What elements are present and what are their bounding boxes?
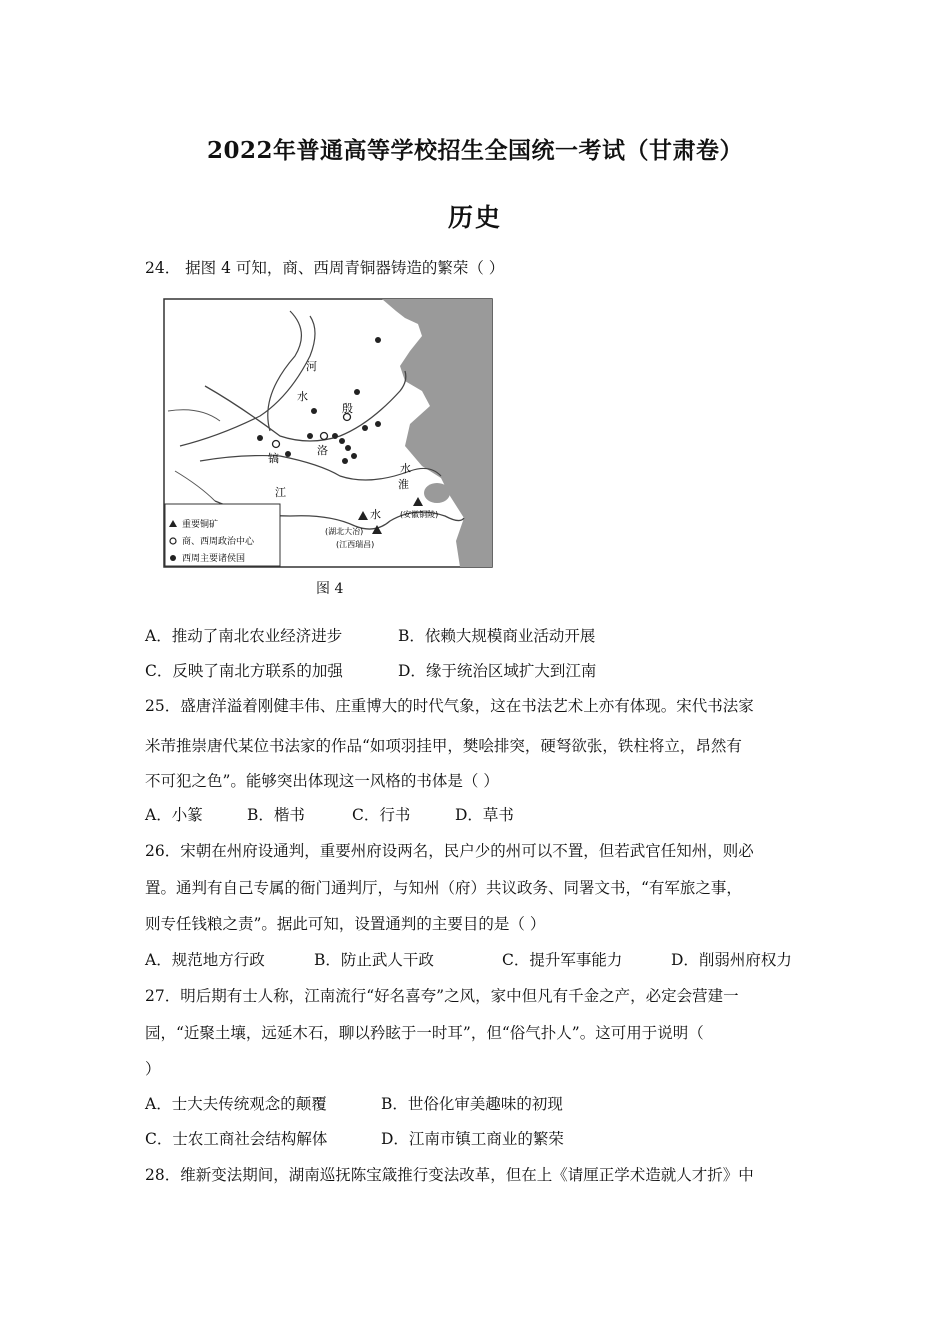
svg-text:江: 江 [275, 486, 286, 499]
q26-option-d[interactable]: D．削弱州府权力 [671, 951, 792, 969]
svg-text:水: 水 [370, 508, 381, 521]
q26-option-c[interactable]: C．提升军事能力 [502, 951, 623, 969]
q24-option-d[interactable]: D．缘于统治区域扩大到江南 [398, 662, 597, 680]
q26-option-a[interactable]: A．规范地方行政 [145, 951, 265, 969]
q27-line-2: 园，“近聚土壤，远延木石，聊以矜眩于一时耳”，但“俗气扑人”。这可用于说明（ [145, 1024, 704, 1042]
legend-vassal-symbol [170, 555, 176, 561]
svg-text:洛: 洛 [317, 444, 328, 457]
svg-text:水: 水 [297, 390, 308, 403]
q24-option-b[interactable]: B．依赖大规模商业活动开展 [398, 627, 596, 645]
q26-line-2: 置。通判有自己专属的衙门通判厅，与知州（府）共议政务、同署文书，“有军旅之事， [145, 879, 742, 897]
svg-text:淮: 淮 [398, 478, 409, 491]
q24-option-c[interactable]: C．反映了南北方联系的加强 [145, 662, 343, 680]
legend-capital-symbol [170, 538, 176, 544]
q24-stem: 24． 据图 4 可知，商、西周青铜器铸造的繁荣（ ） [145, 259, 505, 277]
subject-heading: 历史 [447, 203, 502, 232]
svg-text:镐: 镐 [268, 452, 279, 465]
q25-option-d[interactable]: D．草书 [455, 806, 514, 824]
svg-text:(江西瑞昌): (江西瑞昌) [336, 540, 375, 549]
q25-line-3: 不可犯之色”。能够突出体现这一风格的书体是（ ） [145, 772, 499, 790]
svg-text:(安徽铜陵): (安徽铜陵) [400, 510, 439, 519]
map-caption: 图 4 [316, 581, 344, 597]
bronze-map-svg [160, 296, 495, 571]
q25-line-2: 米芾推崇唐代某位书法家的作品“如项羽挂甲，樊哙排突，硬弩欲张，铁柱将立，昂然有 [145, 737, 742, 755]
q27-option-c[interactable]: C．士农工商社会结构解体 [145, 1130, 328, 1148]
q27-line-3: ） [145, 1060, 161, 1078]
legend-vassal: 西周主要诸侯国 [182, 554, 246, 564]
exam-title: 2022年普通高等学校招生全国统一考试（甘肃卷） [206, 137, 743, 164]
q26-option-b[interactable]: B．防止武人干政 [314, 951, 434, 969]
lake [424, 483, 450, 503]
svg-text:水: 水 [400, 462, 411, 475]
q26-line-3: 则专任钱粮之责”。据此可知，设置通判的主要目的是（ ） [145, 915, 546, 933]
svg-text:河: 河 [306, 360, 317, 373]
q25-line-1: 25．盛唐洋溢着刚健丰伟、庄重博大的时代气象，这在书法艺术上亦有体现。宋代书法家 [145, 697, 754, 715]
svg-text:殷: 殷 [342, 402, 353, 415]
q26-line-1: 26．宋朝在州府设通判，重要州府设两名，民户少的州可以不置，但若武官任知州，则必 [145, 842, 754, 860]
q24-option-a[interactable]: A．推动了南北农业经济进步 [145, 627, 343, 645]
q28-line-1: 28．维新变法期间，湖南巡抚陈宝箴推行变法改革，但在上《请厘正学术造就人才折》中 [145, 1166, 754, 1184]
q27-option-b[interactable]: B．世俗化审美趣味的初现 [381, 1095, 563, 1113]
q25-option-c[interactable]: C．行书 [352, 806, 411, 824]
q27-option-a[interactable]: A．士大夫传统观念的颠覆 [145, 1095, 327, 1113]
q25-option-a[interactable]: A．小篆 [145, 806, 203, 824]
q27-line-1: 27．明后期有士人称，江南流行“好名喜夸”之风，家中但凡有千金之产，必定会营建一 [145, 987, 739, 1005]
svg-text:(湖北大冶): (湖北大冶) [325, 527, 364, 536]
legend-capital: 商、西周政治中心 [182, 537, 255, 547]
q27-option-d[interactable]: D．江南市镇工商业的繁荣 [381, 1130, 564, 1148]
q25-option-b[interactable]: B．楷书 [247, 806, 305, 824]
bronze-map-figure [160, 296, 495, 571]
legend-mine: 重要铜矿 [182, 520, 219, 530]
